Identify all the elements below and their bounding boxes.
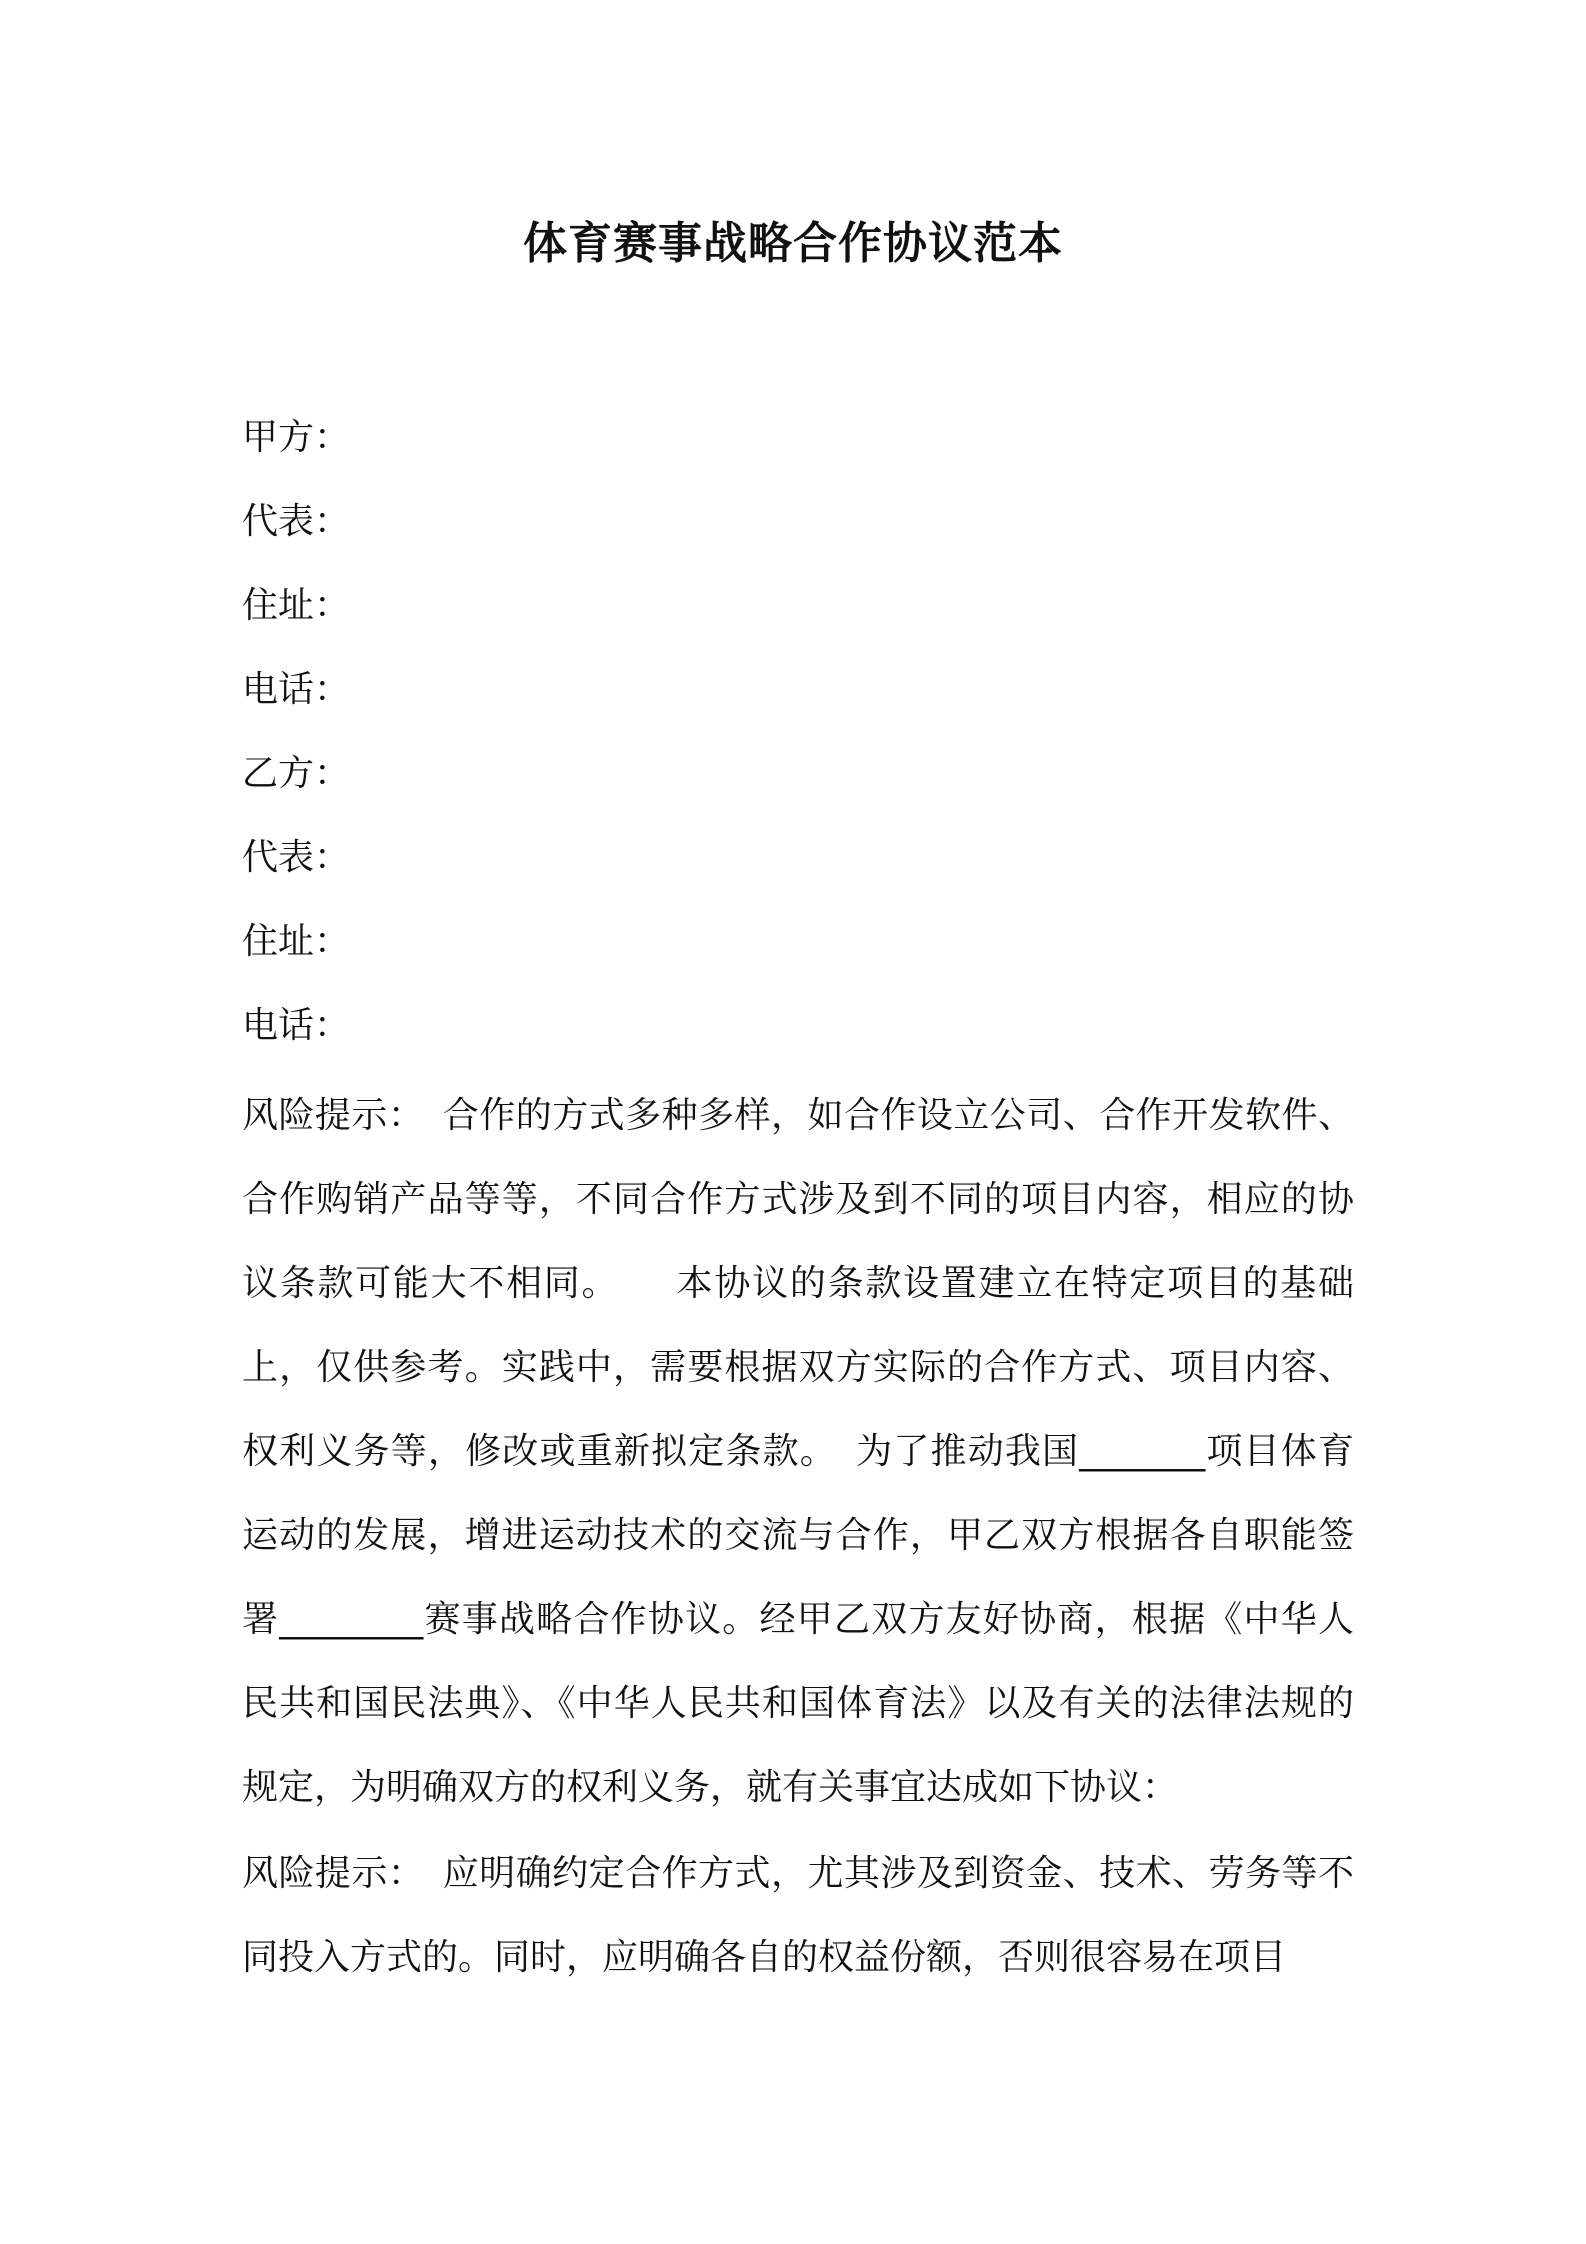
risk-notice-paragraph-1: 风险提示： 合作的方式多种多样，如合作设立公司、合作开发软件、合作购销产品等等，不同合作方式涉及到不同的项目内容，相应的协议条款可能大不相同。 本协议的条款设置建立在特定项目的基础上，仅供参考。实践中，需要根据双方实际的合作方式、项目内容、权利义务等，修改或重新拟定条款。 为了推动我国_______项目体育运动的发展，增进运动技术的交流与合作，甲乙双方根据各自职能签署________赛事战略合作协议。经甲乙双方友好协商，根据《中华人民共和国民法典》、《中华人民共和国体育法》以及有关的法律法规的规定，为明确双方的权利义务，就有关事宜达成如下协议： <box>242 1095 1354 1808</box>
party-b-name-label: 乙方： <box>242 753 351 794</box>
party-b-rep-label: 代表： <box>242 837 351 878</box>
risk-notice-paragraph-2: 风险提示： 应明确约定合作方式，尤其涉及到资金、技术、劳务等不同投入方式的。同时，应明确各自的权益份额，否则很容易在项目 <box>242 1853 1354 1978</box>
party-a-rep-label: 代表： <box>242 501 351 542</box>
party-a-address-label: 住址： <box>242 585 351 626</box>
party-a-name-label: 甲方： <box>242 417 351 458</box>
party-b-phone-label: 电话： <box>242 1005 351 1046</box>
party-a-phone-label: 电话： <box>242 669 351 710</box>
document-title: 体育赛事战略合作协议范本 <box>523 218 1063 269</box>
party-b-address-label: 住址： <box>242 921 351 962</box>
